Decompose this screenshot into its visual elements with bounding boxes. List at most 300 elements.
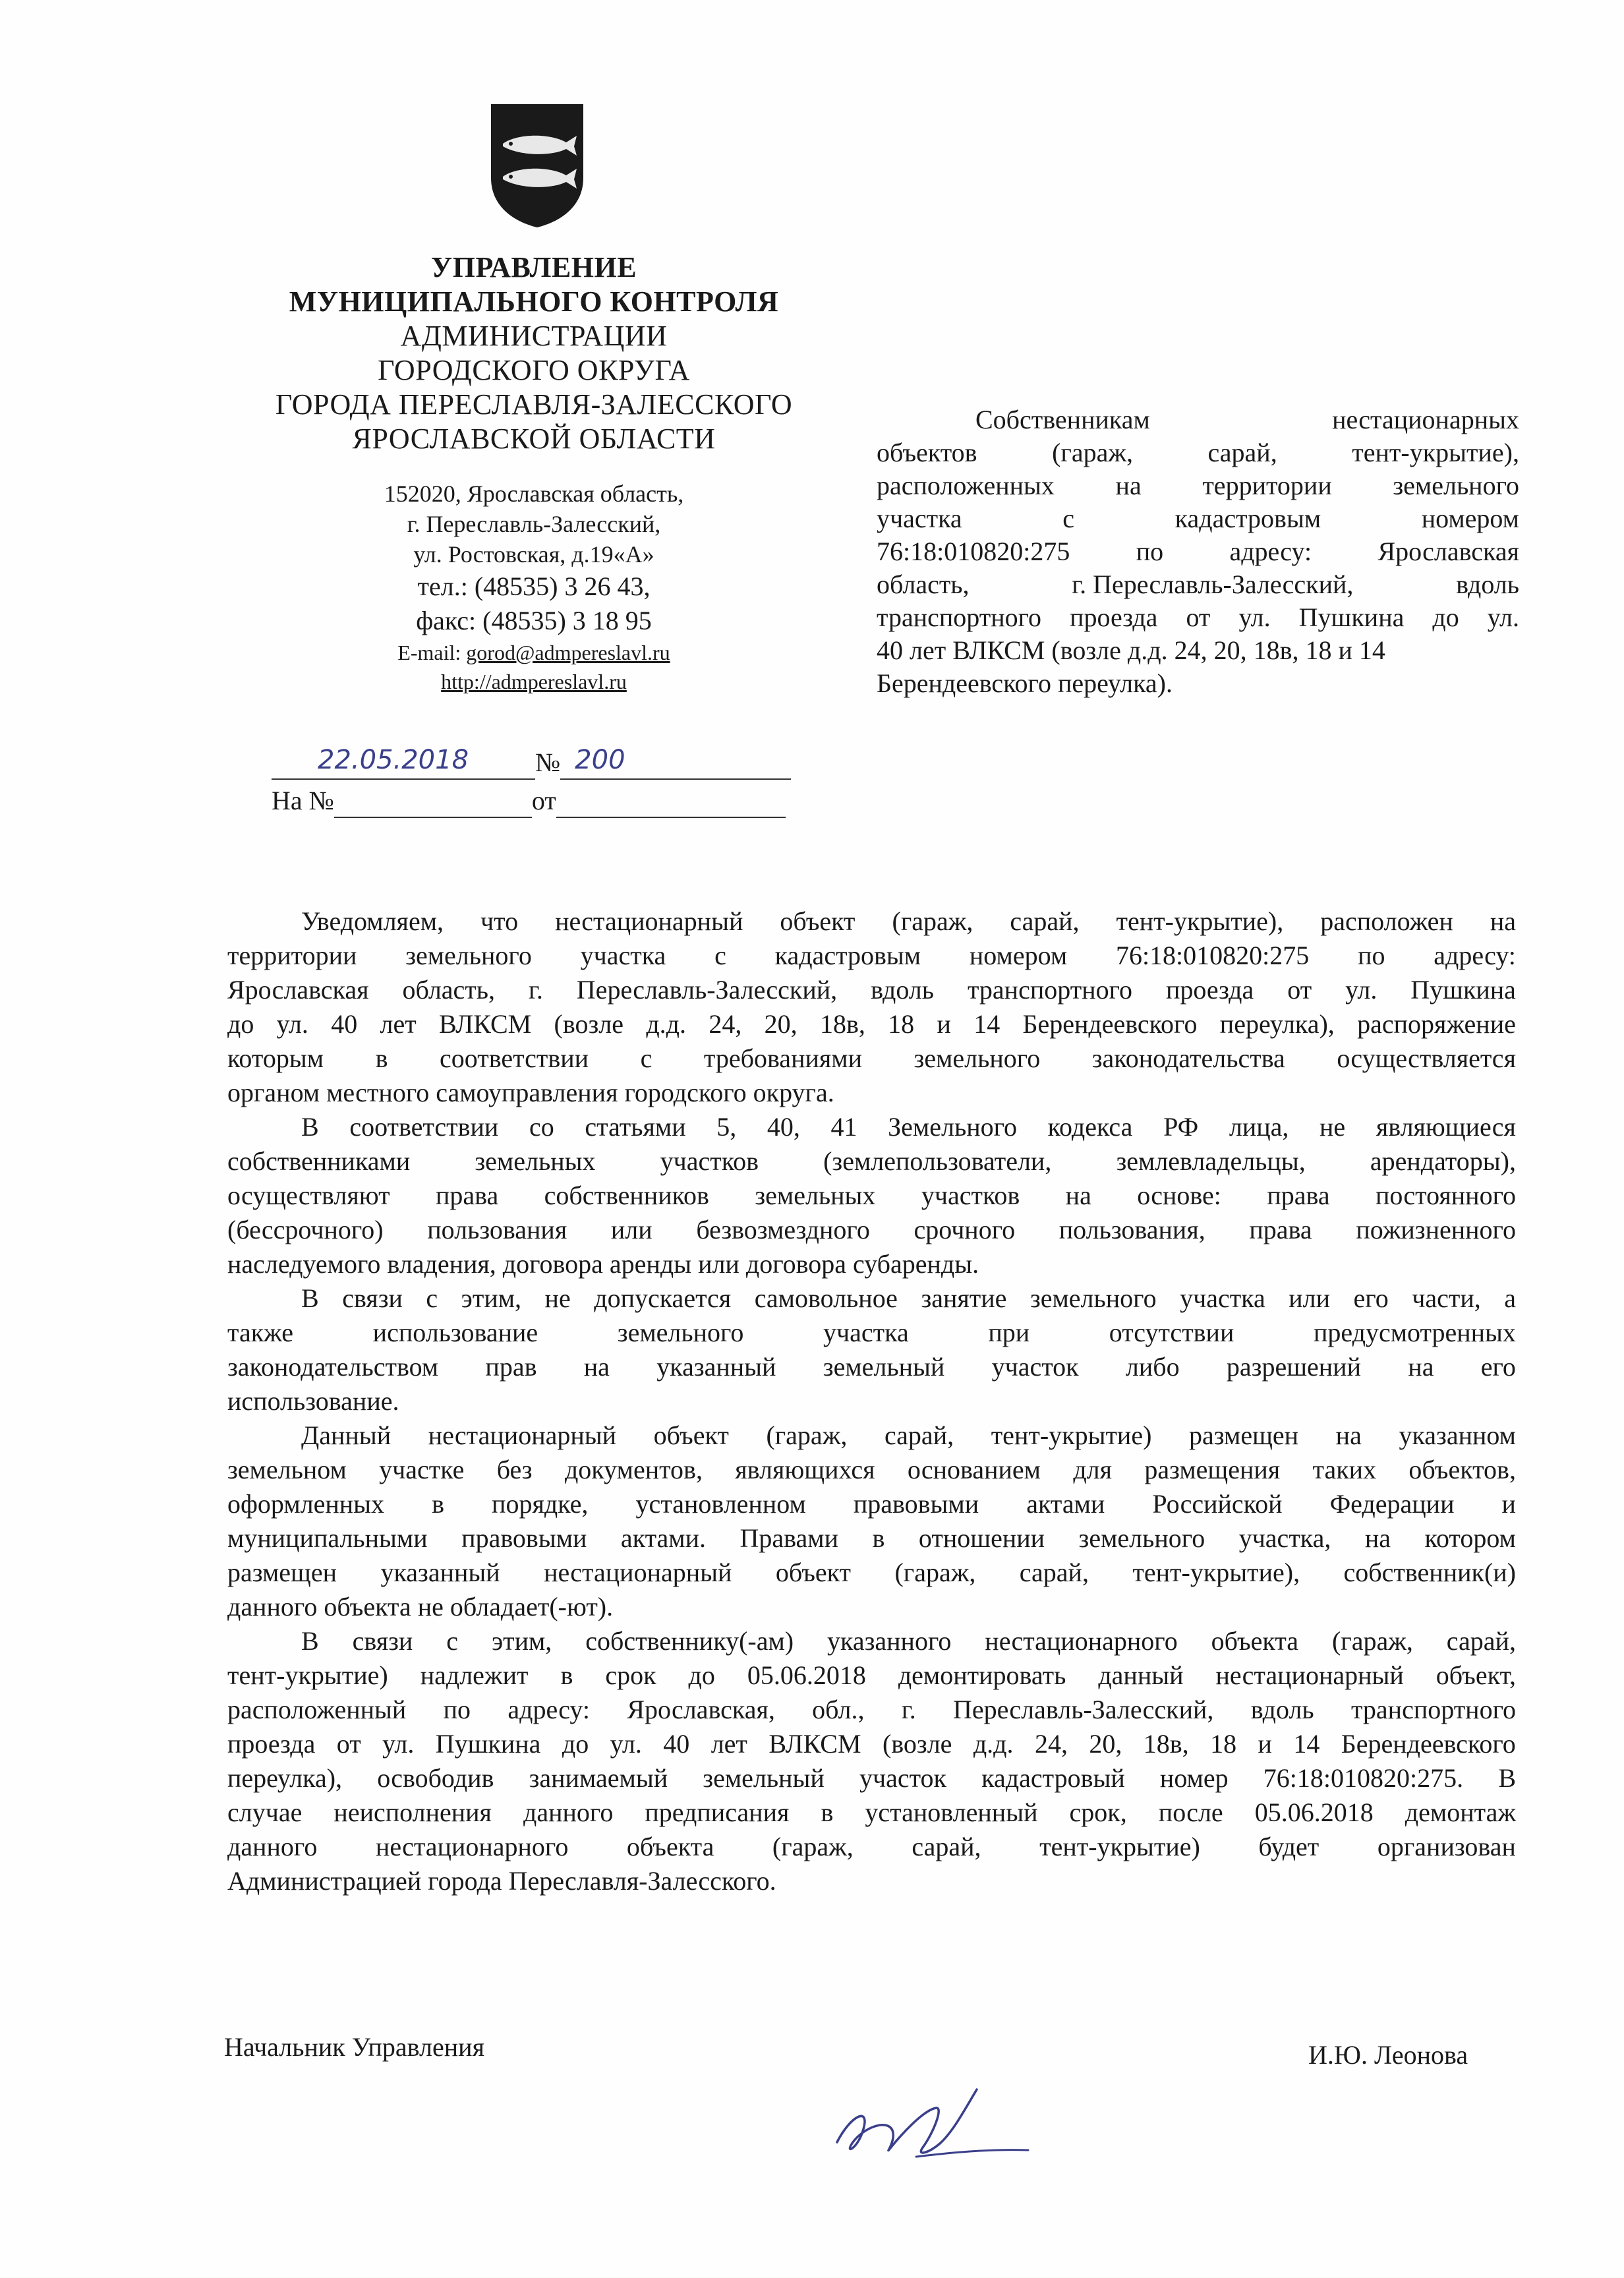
body-word: кадастровым bbox=[774, 941, 921, 970]
body-word: данный bbox=[1098, 1660, 1184, 1690]
body-word: пожизненного bbox=[1356, 1215, 1516, 1244]
body-word: и bbox=[937, 1009, 951, 1039]
body-word: тент-укрытие), bbox=[1132, 1558, 1300, 1587]
body-word: земельного bbox=[1030, 1283, 1157, 1313]
body-word: нестационарный bbox=[555, 906, 743, 936]
body-word: проезда bbox=[1165, 975, 1254, 1005]
body-word: части, bbox=[1412, 1283, 1481, 1313]
body-word: (землепользователи, bbox=[823, 1146, 1052, 1176]
body-word: участке bbox=[379, 1455, 465, 1484]
letterhead-phone: тел.: (48535) 3 26 43, bbox=[417, 571, 651, 601]
signatory-name: И.Ю. Леонова bbox=[1308, 2040, 1468, 2070]
body-word: указанный bbox=[656, 1352, 776, 1382]
addressee-word: кадастровым bbox=[1174, 504, 1321, 533]
body-word: ул. bbox=[276, 1009, 308, 1039]
body-word: д.д. bbox=[973, 1729, 1014, 1759]
body-word: (гараж, bbox=[1331, 1626, 1413, 1656]
body-word: г. bbox=[528, 975, 543, 1005]
body-word: 14 bbox=[1293, 1729, 1320, 1759]
body-word: после bbox=[1158, 1797, 1223, 1827]
body-word: ул. bbox=[610, 1729, 642, 1759]
body-word: порядке, bbox=[492, 1489, 589, 1519]
body-word: Ярославская, bbox=[627, 1695, 775, 1724]
body-word: расположенный bbox=[227, 1695, 407, 1724]
body-word: область, bbox=[402, 975, 496, 1005]
reply-from-date-field bbox=[556, 786, 786, 818]
body-word: осуществляют bbox=[227, 1181, 390, 1210]
body-word: и bbox=[1258, 1729, 1272, 1759]
body-word: пользования, bbox=[1058, 1215, 1205, 1244]
body-word: или bbox=[610, 1215, 652, 1244]
body-word: муниципальными bbox=[227, 1523, 428, 1553]
addressee-word: ул. bbox=[1487, 602, 1519, 632]
body-word: таких bbox=[1312, 1455, 1377, 1484]
body-word: Правами bbox=[740, 1523, 839, 1553]
body-word: ул. bbox=[1345, 975, 1378, 1005]
body-word: этим, bbox=[491, 1626, 552, 1656]
body-word: разрешений bbox=[1226, 1352, 1361, 1382]
body-word: его bbox=[1480, 1352, 1516, 1382]
body-word: участка, bbox=[1238, 1523, 1331, 1553]
body-word: Данный bbox=[301, 1420, 392, 1450]
body-word: указанного bbox=[827, 1626, 952, 1656]
body-word: переулка), bbox=[1219, 1009, 1335, 1039]
body-word: документов, bbox=[564, 1455, 703, 1484]
addressee-word: территории bbox=[1202, 471, 1332, 500]
reply-to-row bbox=[272, 780, 799, 818]
body-word: собственнику(-ам) bbox=[585, 1626, 794, 1656]
body-word: лет bbox=[710, 1729, 747, 1759]
body-word: Переславль-Залесский, bbox=[576, 975, 838, 1005]
body-word: ВЛКСМ bbox=[439, 1009, 532, 1039]
handwritten-signature-icon bbox=[824, 2070, 1035, 2175]
body-word: объекта bbox=[626, 1832, 714, 1861]
body-word: г. bbox=[901, 1695, 916, 1724]
body-word: собственниками bbox=[227, 1146, 411, 1176]
body-word: со bbox=[529, 1112, 554, 1142]
body-word: или bbox=[1289, 1283, 1331, 1313]
body-word: нестационарный bbox=[1215, 1660, 1404, 1690]
body-word: Берендеевского bbox=[1341, 1729, 1516, 1759]
body-word: по bbox=[1358, 941, 1385, 970]
body-word: актами bbox=[1026, 1489, 1105, 1519]
body-word: (возле bbox=[554, 1009, 624, 1039]
body-word: объектов, bbox=[1408, 1455, 1516, 1484]
body-word: Пушкина bbox=[435, 1729, 541, 1759]
body-word: номером bbox=[969, 941, 1068, 970]
body-word: 20, bbox=[764, 1009, 798, 1039]
signatory-title: Начальник Управления bbox=[224, 2032, 484, 2062]
body-line: органом местного самоуправления городского округа. bbox=[227, 1078, 834, 1107]
body-word: случае bbox=[227, 1797, 303, 1827]
letterhead-address-line: 152020, Ярославская область, bbox=[384, 481, 684, 507]
body-line bbox=[227, 1658, 1516, 1693]
letterhead-org-line: ЯРОСЛАВСКОЙ ОБЛАСТИ bbox=[352, 423, 716, 455]
body-word: территории bbox=[227, 941, 357, 970]
body-word: на bbox=[1065, 1181, 1091, 1210]
body-line bbox=[227, 1556, 1516, 1590]
body-line bbox=[227, 1350, 1516, 1384]
body-word: 20, bbox=[1089, 1729, 1122, 1759]
body-word: (гараж, bbox=[892, 906, 973, 936]
body-word: демонтаж bbox=[1405, 1797, 1516, 1827]
body-word: освободив bbox=[377, 1763, 494, 1793]
body-word: организован bbox=[1377, 1832, 1516, 1861]
addressee-word: область, bbox=[877, 570, 970, 599]
body-word: данного bbox=[523, 1797, 614, 1827]
body-word: в bbox=[375, 1043, 388, 1073]
letterhead-address-line: г. Переславль-Залесский, bbox=[407, 511, 661, 537]
body-word: связи bbox=[342, 1283, 403, 1313]
body-word: с bbox=[426, 1283, 438, 1313]
body-word: объекта bbox=[1211, 1626, 1299, 1656]
addressee-word: Пушкина bbox=[1298, 602, 1405, 632]
addressee-word: с bbox=[1062, 504, 1075, 533]
addressee-line bbox=[877, 667, 1519, 700]
letterhead-org-line: АДМИНИСТРАЦИИ bbox=[400, 320, 668, 352]
letterhead-fax: факс: (48535) 3 18 95 bbox=[416, 606, 652, 635]
body-word: нестационарного bbox=[985, 1626, 1178, 1656]
addressee-word: (гараж, bbox=[1052, 438, 1133, 467]
body-word: Берендеевского bbox=[1022, 1009, 1198, 1039]
body-word: (бессрочного) bbox=[227, 1215, 384, 1244]
body-word: не bbox=[544, 1283, 571, 1313]
body-word: которым bbox=[227, 1043, 324, 1073]
body-word: 05.06.2018 bbox=[1254, 1797, 1374, 1827]
body-word: пользования bbox=[427, 1215, 567, 1244]
body-word: (гараж, bbox=[894, 1558, 976, 1587]
letterhead bbox=[244, 250, 824, 696]
body-word: установленном bbox=[635, 1489, 806, 1519]
body-word: являющиеся bbox=[1376, 1112, 1516, 1142]
body-word: требованиями bbox=[703, 1043, 862, 1073]
body-paragraph bbox=[227, 1281, 1516, 1418]
body-word: вдоль bbox=[1250, 1695, 1314, 1724]
body-word: 18 bbox=[1210, 1729, 1237, 1759]
addressee-line bbox=[877, 535, 1519, 568]
body-word: участков bbox=[921, 1181, 1020, 1210]
body-word: правовыми bbox=[853, 1489, 979, 1519]
body-paragraph bbox=[227, 1110, 1516, 1281]
body-word: отсутствии bbox=[1109, 1318, 1234, 1347]
body-word: транспортного bbox=[967, 975, 1133, 1005]
body-word: при bbox=[988, 1318, 1030, 1347]
body-word: ВЛКСМ bbox=[768, 1729, 861, 1759]
body-word: для bbox=[1073, 1455, 1113, 1484]
body-word: объект bbox=[653, 1420, 729, 1450]
body-word: на bbox=[1335, 1420, 1362, 1450]
addressee-word: Берендеевского переулка). bbox=[877, 668, 1173, 698]
body-word: права bbox=[1249, 1215, 1312, 1244]
body-word: предписания bbox=[645, 1797, 790, 1827]
body-word: без bbox=[496, 1455, 533, 1484]
body-word: (гараж, bbox=[772, 1832, 854, 1861]
addressee-line bbox=[877, 469, 1519, 502]
body-word: права bbox=[1267, 1181, 1330, 1210]
body-word: переулка), bbox=[227, 1763, 343, 1793]
body-word: также bbox=[227, 1318, 294, 1347]
body-word: тент-укрытие) bbox=[991, 1420, 1152, 1450]
body-word: кадастровый bbox=[981, 1763, 1125, 1793]
body-word: а bbox=[1504, 1283, 1516, 1313]
addressee-word: до bbox=[1432, 602, 1459, 632]
body-word: на bbox=[1490, 906, 1516, 936]
body-word: объект bbox=[780, 906, 856, 936]
registration-date-field bbox=[272, 745, 535, 780]
body-line bbox=[227, 1830, 1516, 1864]
body-word: д.д. bbox=[646, 1009, 687, 1039]
addressee-word: транспортного bbox=[877, 602, 1042, 632]
body-word: кодекса bbox=[1047, 1112, 1133, 1142]
body-word: лет bbox=[380, 1009, 417, 1039]
body-word: установленный bbox=[865, 1797, 1038, 1827]
body-word: по bbox=[443, 1695, 471, 1724]
body-line bbox=[227, 1521, 1516, 1556]
body-word: адресу: bbox=[1434, 941, 1516, 970]
letterhead-email-link[interactable]: gorod@admpereslavl.ru bbox=[466, 641, 670, 664]
letter-body bbox=[227, 904, 1516, 1898]
body-word: самовольное bbox=[754, 1283, 898, 1313]
body-word: законодательством bbox=[227, 1352, 439, 1382]
body-word: 05.06.2018 bbox=[747, 1660, 866, 1690]
body-word: земельного bbox=[1078, 1523, 1205, 1553]
addressee-word: на bbox=[1115, 471, 1142, 500]
body-word: земельных bbox=[755, 1181, 876, 1210]
body-word: этим, bbox=[461, 1283, 522, 1313]
letterhead-website-link[interactable]: http://admpereslavl.ru bbox=[441, 670, 627, 693]
addressee-word: по bbox=[1136, 537, 1164, 566]
body-word: 14 bbox=[973, 1009, 1000, 1039]
body-word: сарай, bbox=[1446, 1626, 1516, 1656]
reply-to-number-field bbox=[334, 786, 532, 818]
body-word: 18 bbox=[888, 1009, 915, 1039]
body-line bbox=[227, 1316, 1516, 1350]
body-word: соответствии bbox=[440, 1043, 589, 1073]
body-word: актами. bbox=[620, 1523, 707, 1553]
body-word: использование bbox=[372, 1318, 538, 1347]
body-word: осуществляется bbox=[1337, 1043, 1516, 1073]
body-word: либо bbox=[1125, 1352, 1180, 1382]
body-line: использование. bbox=[227, 1386, 399, 1416]
body-word: собственников bbox=[544, 1181, 709, 1210]
body-paragraph bbox=[227, 904, 1516, 1110]
body-line bbox=[227, 973, 1516, 1007]
body-word: участка bbox=[823, 1318, 909, 1347]
body-word: срочного bbox=[914, 1215, 1016, 1244]
letterhead-address-line: ул. Ростовская, д.19«А» bbox=[413, 541, 654, 568]
body-word: тент-укрытие) bbox=[227, 1660, 388, 1690]
body-word: котором bbox=[1424, 1523, 1516, 1553]
body-word: 24, bbox=[709, 1009, 742, 1039]
body-line: наследуемого владения, договора аренды или договора субаренды. bbox=[227, 1249, 979, 1279]
body-word: земельных bbox=[475, 1146, 596, 1176]
reply-to-label: На № bbox=[272, 786, 334, 815]
body-line bbox=[227, 1281, 1516, 1316]
body-line bbox=[227, 1487, 1516, 1521]
letterhead-org-line: ГОРОДСКОГО ОКРУГА bbox=[378, 354, 690, 386]
body-word: Уведомляем, bbox=[301, 906, 444, 936]
addressee-line bbox=[877, 634, 1519, 667]
body-word: участков bbox=[660, 1146, 759, 1176]
body-word: в bbox=[872, 1523, 885, 1553]
body-word: Пушкина bbox=[1410, 975, 1516, 1005]
body-word: обл., bbox=[812, 1695, 865, 1724]
body-word: 18в, bbox=[1143, 1729, 1189, 1759]
body-word: участок bbox=[991, 1352, 1079, 1382]
body-word: срок bbox=[605, 1660, 656, 1690]
body-word: земельный bbox=[703, 1763, 825, 1793]
body-line bbox=[227, 1144, 1516, 1179]
body-word: сарай, bbox=[912, 1832, 981, 1861]
body-word: не bbox=[1320, 1112, 1346, 1142]
body-word: на bbox=[1408, 1352, 1434, 1382]
body-word: постоянного bbox=[1376, 1181, 1516, 1210]
body-line bbox=[227, 939, 1516, 973]
body-word: Земельного bbox=[888, 1112, 1018, 1142]
addressee-word: Ярославская bbox=[1378, 537, 1519, 566]
body-word: номер bbox=[1159, 1763, 1229, 1793]
addressee-word: расположенных bbox=[877, 471, 1055, 500]
body-word: участка bbox=[1180, 1283, 1265, 1313]
body-word: РФ bbox=[1163, 1112, 1199, 1142]
body-word: до bbox=[688, 1660, 715, 1690]
body-paragraph bbox=[227, 1624, 1516, 1898]
body-word: расположен bbox=[1320, 906, 1453, 936]
body-word: статьями bbox=[585, 1112, 686, 1142]
body-word: основе: bbox=[1137, 1181, 1221, 1210]
body-word: нестационарный bbox=[544, 1558, 732, 1587]
body-word: нестационарного bbox=[375, 1832, 569, 1861]
addressee-word: 76:18:010820:275 bbox=[877, 537, 1070, 566]
body-word: лица, bbox=[1229, 1112, 1289, 1142]
body-line bbox=[227, 1213, 1516, 1247]
body-word: земельного bbox=[617, 1318, 744, 1347]
addressee-word: проезда bbox=[1070, 602, 1158, 632]
body-word: права bbox=[435, 1181, 499, 1210]
body-word: связи bbox=[352, 1626, 413, 1656]
body-line bbox=[227, 1693, 1516, 1727]
body-word: сарай, bbox=[884, 1420, 954, 1450]
body-word: сарай, bbox=[1019, 1558, 1089, 1587]
body-word: безвозмездного bbox=[696, 1215, 870, 1244]
body-word: В bbox=[1498, 1763, 1516, 1793]
body-word: и bbox=[1501, 1489, 1516, 1519]
addressee-word: 40 лет ВЛКСМ (возле д.д. 24, 20, 18в, 18 и 14 bbox=[877, 635, 1385, 665]
body-word: транспортного bbox=[1350, 1695, 1516, 1724]
body-word: нестационарный bbox=[428, 1420, 617, 1450]
body-word: с bbox=[446, 1626, 459, 1656]
body-word: участок bbox=[859, 1763, 946, 1793]
registration-block bbox=[272, 742, 799, 818]
addressee-word: нестационарных bbox=[1332, 405, 1519, 434]
body-word: занимаемый bbox=[529, 1763, 668, 1793]
body-line: данного объекта не обладает(-ют). bbox=[227, 1592, 614, 1621]
body-word: оформленных bbox=[227, 1489, 385, 1519]
body-word: допускается bbox=[594, 1283, 732, 1313]
body-line bbox=[227, 1110, 1516, 1144]
body-word: от bbox=[1287, 975, 1312, 1005]
body-word: будет bbox=[1258, 1832, 1320, 1861]
body-word: основанием bbox=[907, 1455, 1041, 1484]
body-word: земельный bbox=[823, 1352, 945, 1382]
letterhead-org-line: ГОРОДА ПЕРЕСЛАВЛЯ-ЗАЛЕССКОГО bbox=[275, 388, 793, 421]
body-word: адресу: bbox=[508, 1695, 591, 1724]
coat-of-arms-icon bbox=[484, 99, 590, 231]
body-line bbox=[227, 1761, 1516, 1796]
body-word: Переславль-Залесский, bbox=[953, 1695, 1214, 1724]
body-word: 24, bbox=[1034, 1729, 1068, 1759]
body-word: в bbox=[560, 1660, 573, 1690]
body-line bbox=[227, 1727, 1516, 1761]
body-word: арендаторы), bbox=[1370, 1146, 1516, 1176]
body-word: неисполнения bbox=[334, 1797, 492, 1827]
body-word: правовыми bbox=[461, 1523, 587, 1553]
addressee-word: г. Переславль-Залесский, bbox=[1072, 570, 1354, 599]
body-word: на bbox=[583, 1352, 610, 1382]
body-word: проезда bbox=[227, 1729, 316, 1759]
addressee-line bbox=[877, 568, 1519, 601]
body-word: землевладельцы, bbox=[1116, 1146, 1306, 1176]
body-word: ул. bbox=[382, 1729, 415, 1759]
body-word: земельного bbox=[405, 941, 532, 970]
addressee-line bbox=[877, 403, 1519, 436]
body-word: в bbox=[432, 1489, 444, 1519]
body-word: тент-укрытие), bbox=[1116, 906, 1284, 936]
addressee-word: участка bbox=[877, 504, 962, 533]
body-word: размещен bbox=[227, 1558, 337, 1587]
addressee-word: земельного bbox=[1393, 471, 1519, 500]
letterhead-org-line: МУНИЦИПАЛЬНОГО КОНТРОЛЯ bbox=[289, 285, 779, 318]
addressee-word: от bbox=[1186, 602, 1211, 632]
body-word: вдоль bbox=[871, 975, 935, 1005]
body-word: (возле bbox=[882, 1729, 952, 1759]
body-word: до bbox=[562, 1729, 589, 1759]
body-word: Ярославская bbox=[227, 975, 369, 1005]
body-word: (гараж, bbox=[766, 1420, 848, 1450]
body-word: от bbox=[336, 1729, 361, 1759]
body-word: в bbox=[821, 1797, 834, 1827]
body-word: 18в, bbox=[819, 1009, 865, 1039]
body-word: объект bbox=[775, 1558, 852, 1587]
body-word: прав bbox=[485, 1352, 537, 1382]
body-word: соответствии bbox=[349, 1112, 499, 1142]
reply-from-label: от bbox=[531, 786, 556, 815]
addressee-word: тент-укрытие), bbox=[1352, 438, 1519, 467]
addressee-word: ул. bbox=[1238, 602, 1271, 632]
body-word: 40 bbox=[331, 1009, 358, 1039]
body-word: В bbox=[301, 1626, 319, 1656]
body-line bbox=[227, 1453, 1516, 1487]
body-word: земельного bbox=[914, 1043, 1041, 1073]
body-line bbox=[227, 1624, 1516, 1658]
letterhead-email-label: E-mail: bbox=[397, 641, 467, 664]
letterhead-email-row bbox=[244, 638, 824, 667]
body-word: объект, bbox=[1436, 1660, 1516, 1690]
registration-date: 22.05.2018 bbox=[318, 745, 469, 775]
body-word: срок, bbox=[1069, 1797, 1127, 1827]
body-line bbox=[227, 1418, 1516, 1453]
body-word: демонтировать bbox=[898, 1660, 1066, 1690]
addressee-word: вдоль bbox=[1456, 570, 1519, 599]
registration-number-field bbox=[560, 745, 791, 780]
body-word: законодательства bbox=[1091, 1043, 1285, 1073]
body-word: земельном bbox=[227, 1455, 347, 1484]
body-word: 40 bbox=[663, 1729, 690, 1759]
addressee-line bbox=[877, 502, 1519, 535]
body-word: 40, bbox=[767, 1112, 800, 1142]
body-line bbox=[227, 1796, 1516, 1830]
addressee-word: Собственникам bbox=[975, 405, 1150, 434]
